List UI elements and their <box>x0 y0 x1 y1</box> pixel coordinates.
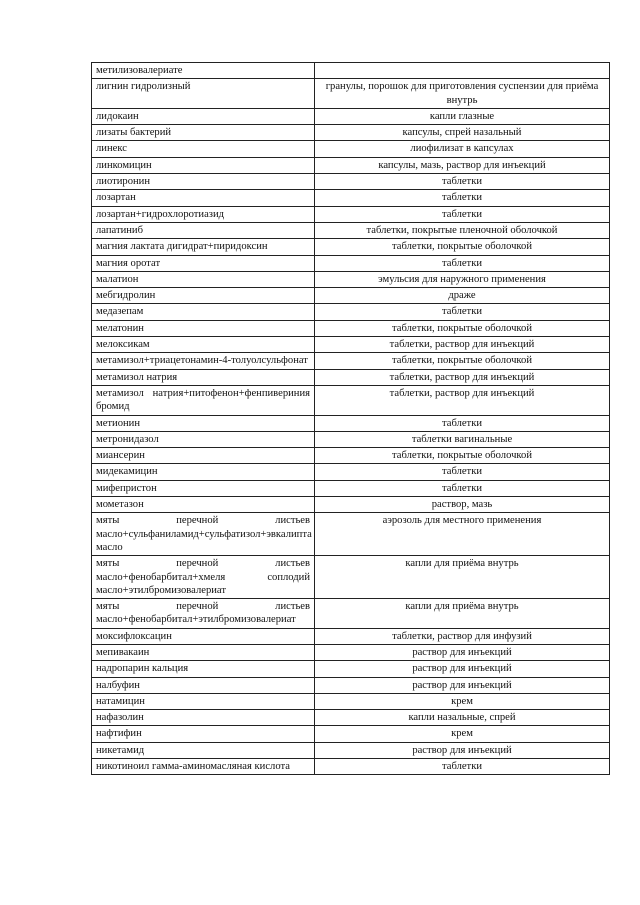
table-row <box>92 239 610 255</box>
table-row <box>92 448 610 464</box>
dosage-form-cell: таблетки, раствор для инъекций <box>315 337 610 353</box>
table-row <box>92 628 610 644</box>
dosage-form-cell: раствор для инъекций <box>315 644 610 660</box>
drug-name-cell: метамизол натрия+питофенон+фенпивериния бромид <box>92 385 315 415</box>
drug-table-body <box>92 63 610 775</box>
dosage-form-cell: капли для приёма внутрь <box>315 599 610 629</box>
dosage-form-cell: гранулы, порошок для приготовления суспензии для приёма внутрь <box>315 79 610 109</box>
drug-name-cell: метамизол+триацетонамин-4-толуолсульфонат <box>92 353 315 369</box>
dosage-form-cell: лиофилизат в капсулах <box>315 141 610 157</box>
dosage-form-cell: таблетки, раствор для инфузий <box>315 628 610 644</box>
drug-name-cell: лозартан <box>92 190 315 206</box>
dosage-form-cell: таблетки <box>315 190 610 206</box>
drug-name-cell: мяты перечной листьев масло+фенобарбитал+этилбромизовалериат <box>92 599 315 629</box>
drug-name-cell: лозартан+гидрохлоротиазид <box>92 206 315 222</box>
table-row <box>92 288 610 304</box>
drug-name-cell: миансерин <box>92 448 315 464</box>
table-row <box>92 108 610 124</box>
dosage-form-cell: эмульсия для наружного применения <box>315 271 610 287</box>
dosage-form-cell: таблетки, покрытые оболочкой <box>315 320 610 336</box>
table-row <box>92 644 610 660</box>
dosage-form-cell: таблетки <box>315 759 610 775</box>
table-row <box>92 661 610 677</box>
table-row <box>92 353 610 369</box>
drug-name-cell: мепивакаин <box>92 644 315 660</box>
dosage-form-cell: таблетки <box>315 480 610 496</box>
dosage-form-cell: таблетки <box>315 174 610 190</box>
drug-name-cell: лиотиронин <box>92 174 315 190</box>
table-row <box>92 710 610 726</box>
drug-name-cell: метилизовалериате <box>92 63 315 79</box>
table-row <box>92 190 610 206</box>
drug-name-cell: лидокаин <box>92 108 315 124</box>
dosage-form-cell: таблетки, покрытые оболочкой <box>315 353 610 369</box>
table-row <box>92 206 610 222</box>
dosage-form-cell: таблетки <box>315 206 610 222</box>
dosage-form-cell: таблетки, покрытые оболочкой <box>315 239 610 255</box>
drug-name-cell: метамизол натрия <box>92 369 315 385</box>
dosage-form-cell: таблетки <box>315 464 610 480</box>
drug-name-cell: никотиноил гамма-аминомасляная кислота <box>92 759 315 775</box>
dosage-form-cell: крем <box>315 726 610 742</box>
dosage-form-cell: таблетки, раствор для инъекций <box>315 369 610 385</box>
dosage-form-cell: аэрозоль для местного применения <box>315 513 610 556</box>
drug-name-cell: мелоксикам <box>92 337 315 353</box>
drug-name-cell: линекс <box>92 141 315 157</box>
table-row <box>92 125 610 141</box>
dosage-form-cell: таблетки <box>315 304 610 320</box>
table-row <box>92 157 610 173</box>
drug-name-cell: мяты перечной листьев масло+фенобарбитал+хмеля соплодий масло+этилбромизовалериат <box>92 556 315 599</box>
drug-name-cell: надропарин кальция <box>92 661 315 677</box>
dosage-form-cell: таблетки, покрытые оболочкой <box>315 448 610 464</box>
dosage-form-cell: капсулы, спрей назальный <box>315 125 610 141</box>
dosage-form-cell: капли для приёма внутрь <box>315 556 610 599</box>
drug-name-cell: моксифлоксацин <box>92 628 315 644</box>
drug-name-cell: нафазолин <box>92 710 315 726</box>
dosage-form-cell: крем <box>315 693 610 709</box>
dosage-form-cell: таблетки, раствор для инъекций <box>315 385 610 415</box>
drug-name-cell: никетамид <box>92 742 315 758</box>
table-row <box>92 693 610 709</box>
drug-name-cell: мифепристон <box>92 480 315 496</box>
drug-name-cell: мелатонин <box>92 320 315 336</box>
table-row <box>92 369 610 385</box>
dosage-form-cell: капли глазные <box>315 108 610 124</box>
table-row <box>92 141 610 157</box>
drug-name-cell: мебгидролин <box>92 288 315 304</box>
table-row <box>92 677 610 693</box>
drug-name-cell: нафтифин <box>92 726 315 742</box>
table-row <box>92 599 610 629</box>
table-row <box>92 304 610 320</box>
table-row <box>92 726 610 742</box>
dosage-form-cell: таблетки, покрытые пленочной оболочкой <box>315 222 610 238</box>
dosage-form-cell: таблетки <box>315 255 610 271</box>
table-row <box>92 742 610 758</box>
drug-name-cell: медазепам <box>92 304 315 320</box>
drug-name-cell: линкомицин <box>92 157 315 173</box>
drug-name-cell: натамицин <box>92 693 315 709</box>
table-row <box>92 174 610 190</box>
drug-name-cell: мяты перечной листьев масло+сульфаниламид+сульфатизол+эвкалипта масло <box>92 513 315 556</box>
dosage-form-cell: раствор, мазь <box>315 497 610 513</box>
table-row <box>92 759 610 775</box>
table-row <box>92 255 610 271</box>
drug-name-cell: метионин <box>92 415 315 431</box>
drug-name-cell: лапатиниб <box>92 222 315 238</box>
table-row <box>92 63 610 79</box>
dosage-form-cell: драже <box>315 288 610 304</box>
drug-table <box>91 62 610 775</box>
table-row <box>92 513 610 556</box>
table-row <box>92 79 610 109</box>
table-row <box>92 497 610 513</box>
drug-name-cell: мидекамицин <box>92 464 315 480</box>
dosage-form-cell: капсулы, мазь, раствор для инъекций <box>315 157 610 173</box>
table-row <box>92 431 610 447</box>
drug-name-cell: мометазон <box>92 497 315 513</box>
table-row <box>92 556 610 599</box>
table-row <box>92 337 610 353</box>
dosage-form-cell: капли назальные, спрей <box>315 710 610 726</box>
dosage-form-cell: таблетки <box>315 415 610 431</box>
table-row <box>92 222 610 238</box>
dosage-form-cell: таблетки вагинальные <box>315 431 610 447</box>
table-row <box>92 415 610 431</box>
table-row <box>92 480 610 496</box>
dosage-form-cell <box>315 63 610 79</box>
drug-name-cell: магния оротат <box>92 255 315 271</box>
table-row <box>92 385 610 415</box>
dosage-form-cell: раствор для инъекций <box>315 677 610 693</box>
table-row <box>92 464 610 480</box>
drug-name-cell: магния лактата дигидрат+пиридоксин <box>92 239 315 255</box>
drug-name-cell: метронидазол <box>92 431 315 447</box>
table-row <box>92 271 610 287</box>
drug-name-cell: лигнин гидролизный <box>92 79 315 109</box>
drug-name-cell: налбуфин <box>92 677 315 693</box>
dosage-form-cell: раствор для инъекций <box>315 661 610 677</box>
dosage-form-cell: раствор для инъекций <box>315 742 610 758</box>
drug-name-cell: малатион <box>92 271 315 287</box>
drug-name-cell: лизаты бактерий <box>92 125 315 141</box>
table-row <box>92 320 610 336</box>
